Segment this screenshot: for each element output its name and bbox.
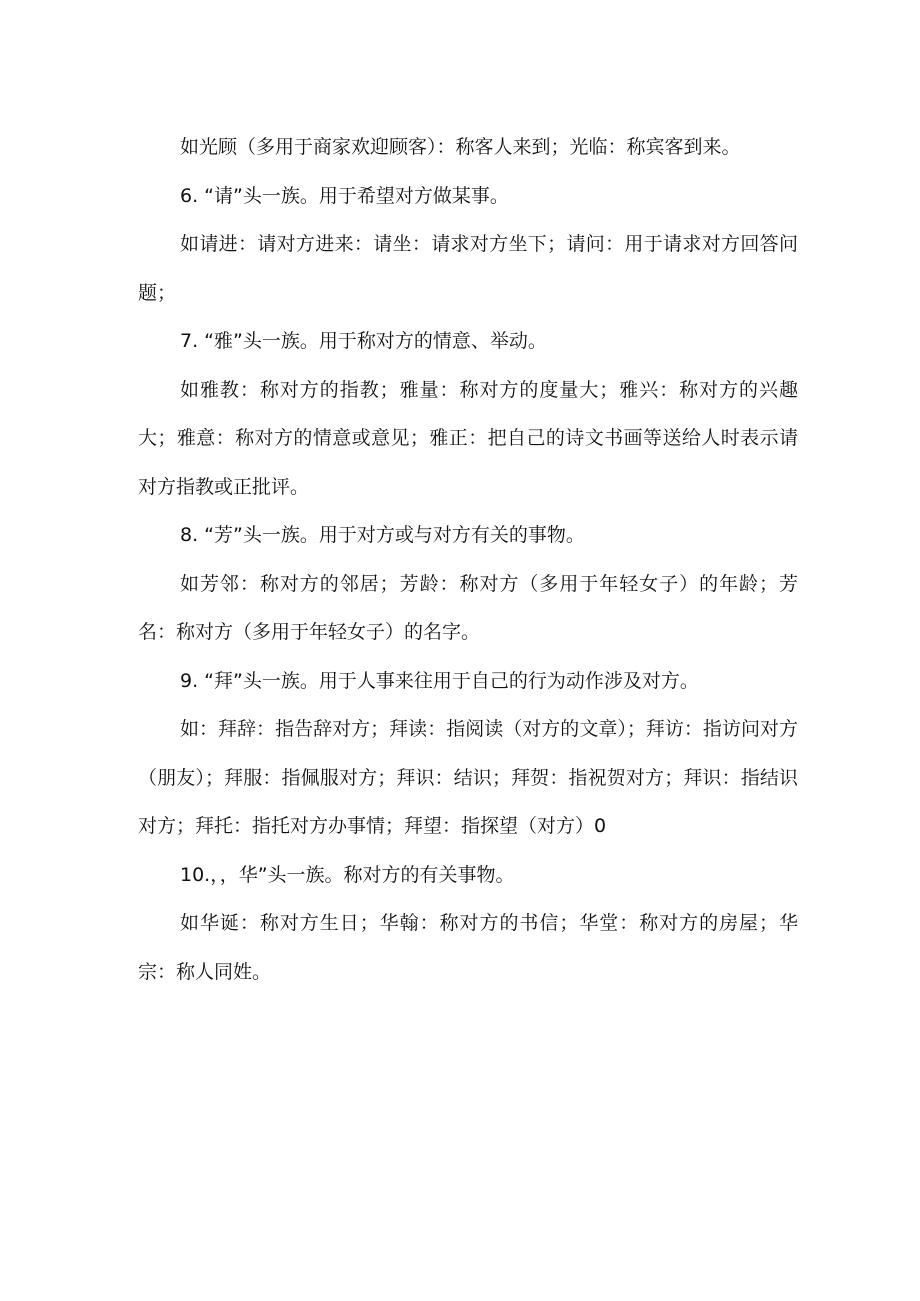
paragraph-guanggu: 如光顾（多用于商家欢迎顾客）：称客人来到；光临：称宾客到来。: [180, 136, 741, 158]
document-body: [138, 123, 798, 996]
paragraph-qing-examples: 如请进：请对方进来：请坐：请求对方坐下；请问：用于请求对方回答问题；: [138, 233, 798, 304]
heading-hua-family: 10.，，华”头一族。称对方的有关事物。: [180, 863, 515, 886]
heading-bai-family: 9. “拜”头一族。用于人事来往用于自己的行为动作涉及对方。: [180, 669, 699, 692]
heading-fang-family: 8. “芳”头一族。用于对方或与对方有关的事物。: [180, 524, 585, 546]
paragraph-fang-examples: 如芳邻：称对方的邻居；芳龄：称对方（多用于年轻女子）的年龄；芳名：称对方（多用于年轻女子）的名字。: [138, 572, 798, 643]
paragraph-ya-examples: 如雅教：称对方的指教；雅量：称对方的度量大；雅兴：称对方的兴趣大；雅意：称对方的情意或意见；雅正：把自己的诗文书画等送给人时表示请对方指教或正批评。: [138, 378, 798, 498]
heading-ya-family: 7. “雅”头一族。用于称对方的情意、举动。: [180, 330, 547, 352]
paragraph-bai-examples: 如：拜辞：指告辞对方；拜读：指阅读（对方的文章）；拜访：指访问对方（朋友）；拜服：指佩服对方；拜识：结识；拜贺：指祝贺对方；拜识：指结识对方；拜托：指托对方办事情；拜望：指探望（对方）0: [138, 718, 798, 837]
heading-qing-family: 6. “请”头一族。用于希望对方做某事。: [180, 184, 509, 207]
paragraph-hua-examples: 如华诞：称对方生日；华翰：称对方的书信；华堂：称对方的房屋；华宗：称人同姓。: [138, 912, 798, 983]
